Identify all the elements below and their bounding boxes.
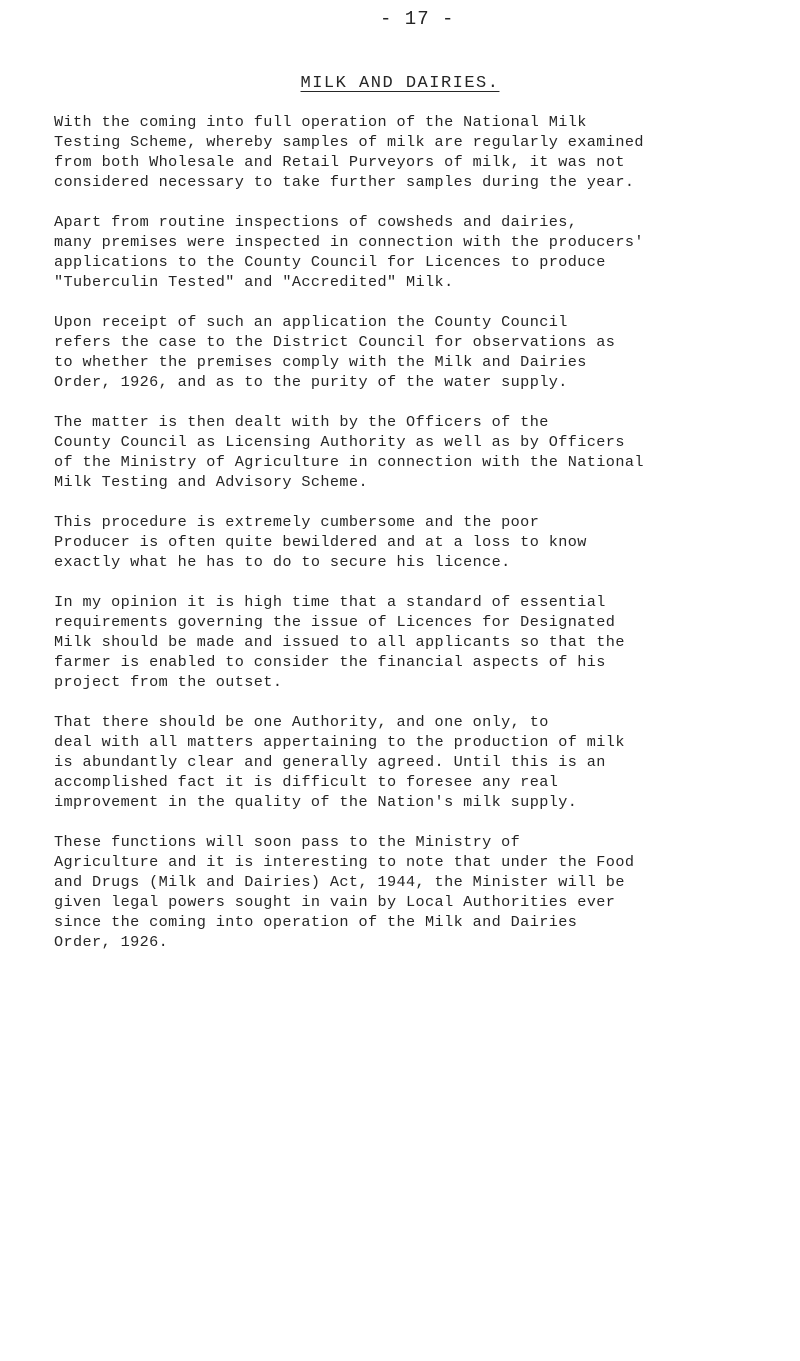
paragraph-licensing-authority: The matter is then dealt with by the Officers of the County Council as Licensing Authority as well as by Officers of the Ministry of Agriculture in connection with the National Milk Testing and Advisory Scheme. — [54, 413, 644, 491]
paragraph-routine-inspections: Apart from routine inspections of cowsheds and dairies, many premises were inspected in connection with the producers' applications to the County Council for Licences to produce "Tuberculin Tested" and "Accredited" Milk. — [54, 213, 644, 291]
paragraph-cumbersome-procedure: This procedure is extremely cumbersome and the poor Producer is often quite bewildered and at a loss to know exactly what he has to do to secure his licence. — [54, 513, 587, 571]
paragraph-application-procedure: Upon receipt of such an application the County Council refers the case to the District Council for observations as to whether the premises comply with the Milk and Dairies Order, 1926, and as to the purity of the water supply. — [54, 313, 616, 391]
page-number: - 17 - — [380, 8, 455, 30]
paragraph-standard-requirements: In my opinion it is high time that a standard of essential requirements governing the issue of Licences for Designated Milk should be made and issued to all applicants so that the farmer is enabled to consider the financial aspects of his project from the outset. — [54, 593, 625, 691]
document-body — [54, 112, 799, 972]
paragraph-ministry-functions: These functions will soon pass to the Ministry of Agriculture and it is interesting to note that under the Food and Drugs (Milk and Dairies) Act, 1944, the Minister will be given legal powers sought in vain by Local Authorities ever since the coming into operation of the Milk and Dairies Order, 1926. — [54, 833, 635, 951]
page-title: MILK AND DAIRIES. — [300, 74, 500, 93]
paragraph-one-authority: That there should be one Authority, and one only, to deal with all matters appertaining to the production of milk is abundantly clear and generally agreed. Until this is an accomplished fact it is difficult to foresee any real improvement in the quality of the Nation's milk supply. — [54, 713, 625, 811]
paragraph-national-milk-testing: With the coming into full operation of the National Milk Testing Scheme, whereby samples of milk are regularly examined from both Wholesale and Retail Purveyors of milk, it was not considered necessary to take further samples during the year. — [54, 113, 644, 191]
